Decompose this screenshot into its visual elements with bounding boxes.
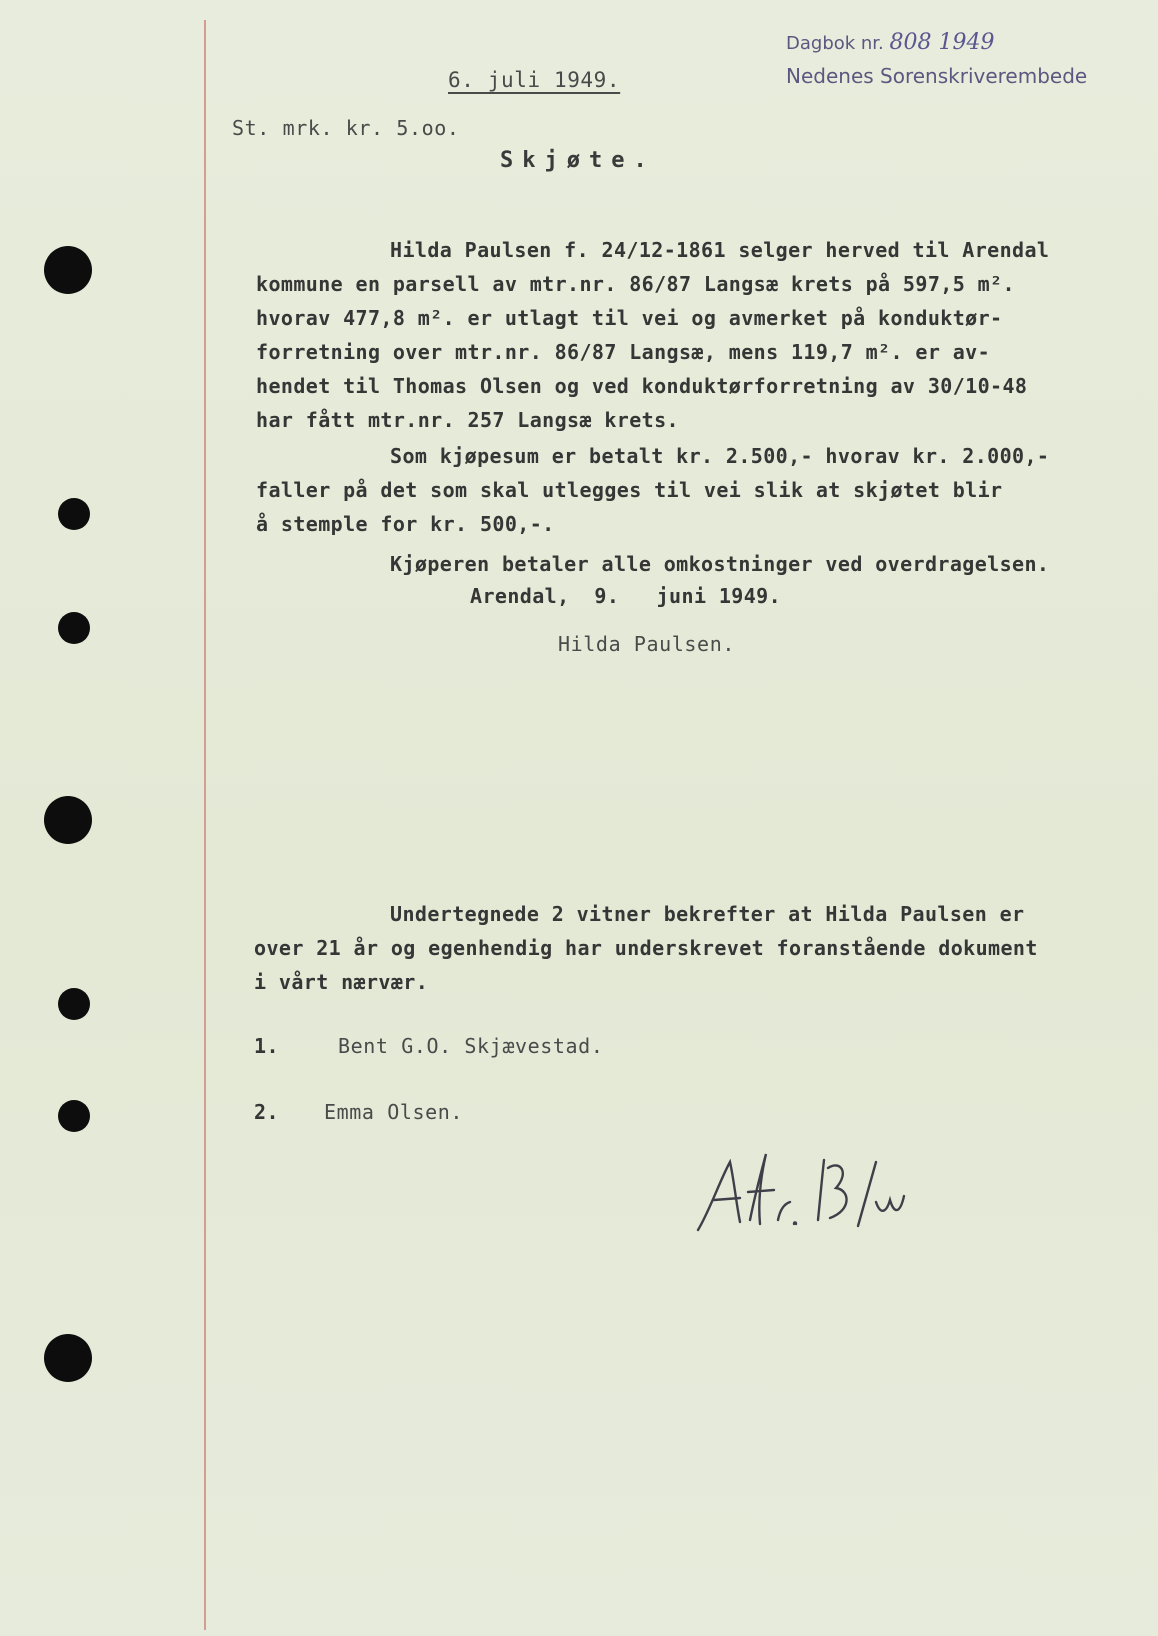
body-line: kommune en parsell av mtr.nr. 86/87 Langsæ krets på 597,5 m². — [256, 272, 1015, 296]
punch-hole — [58, 612, 90, 644]
body-line: har fått mtr.nr. 257 Langsæ krets. — [256, 408, 679, 432]
dagbok-number: 808 1949 — [889, 30, 995, 55]
dagbok-label: Dagbok nr. — [786, 33, 884, 54]
punch-hole — [58, 498, 90, 530]
body-line: Som kjøpesum er betalt kr. 2.500,- hvorav kr. 2.000,- — [390, 444, 1050, 468]
costs-line: Kjøperen betaler alle omkostninger ved overdragelsen. — [390, 552, 1050, 576]
document-date: 6. juli 1949. — [448, 68, 621, 92]
document-title: Skjøte. — [500, 148, 656, 173]
body-line: hendet til Thomas Olsen og ved konduktørforretning av 30/10-48 — [256, 374, 1028, 398]
punch-hole — [44, 796, 92, 844]
handwritten-annotation — [690, 1140, 910, 1250]
dagbok-stamp — [786, 30, 995, 55]
punch-hole — [58, 988, 90, 1020]
body-line: Undertegnede 2 vitner bekrefter at Hilda Paulsen er — [390, 902, 1025, 926]
witness-number: 1. — [254, 1034, 279, 1058]
punch-hole — [44, 1334, 92, 1382]
witness-name: Emma Olsen. — [324, 1100, 464, 1124]
office-stamp: Nedenes Sorenskriverembede — [786, 64, 1088, 88]
body-line: hvorav 477,8 m². er utlagt til vei og avmerket på konduktør- — [256, 306, 1003, 330]
stamp-duty: St. mrk. kr. 5.oo. — [232, 116, 460, 140]
body-line: faller på det som skal utlegges til vei slik at skjøtet blir — [256, 478, 1003, 502]
seller-signature: Hilda Paulsen. — [558, 632, 735, 656]
body-line: i vårt nærvær. — [254, 970, 429, 994]
place-date: Arendal, 9. juni 1949. — [470, 584, 782, 608]
witness-name: Bent G.O. Skjævestad. — [338, 1034, 604, 1058]
punch-hole — [44, 246, 92, 294]
body-line: over 21 år og egenhendig har underskrevet foranstående dokument — [254, 936, 1038, 960]
body-line: Hilda Paulsen f. 24/12-1861 selger herved til Arendal — [390, 238, 1050, 262]
margin-rule — [204, 20, 206, 1630]
punch-hole — [58, 1100, 90, 1132]
body-line: å stemple for kr. 500,-. — [256, 512, 555, 536]
witness-number: 2. — [254, 1100, 279, 1124]
body-line: forretning over mtr.nr. 86/87 Langsæ, mens 119,7 m². er av- — [256, 340, 991, 364]
